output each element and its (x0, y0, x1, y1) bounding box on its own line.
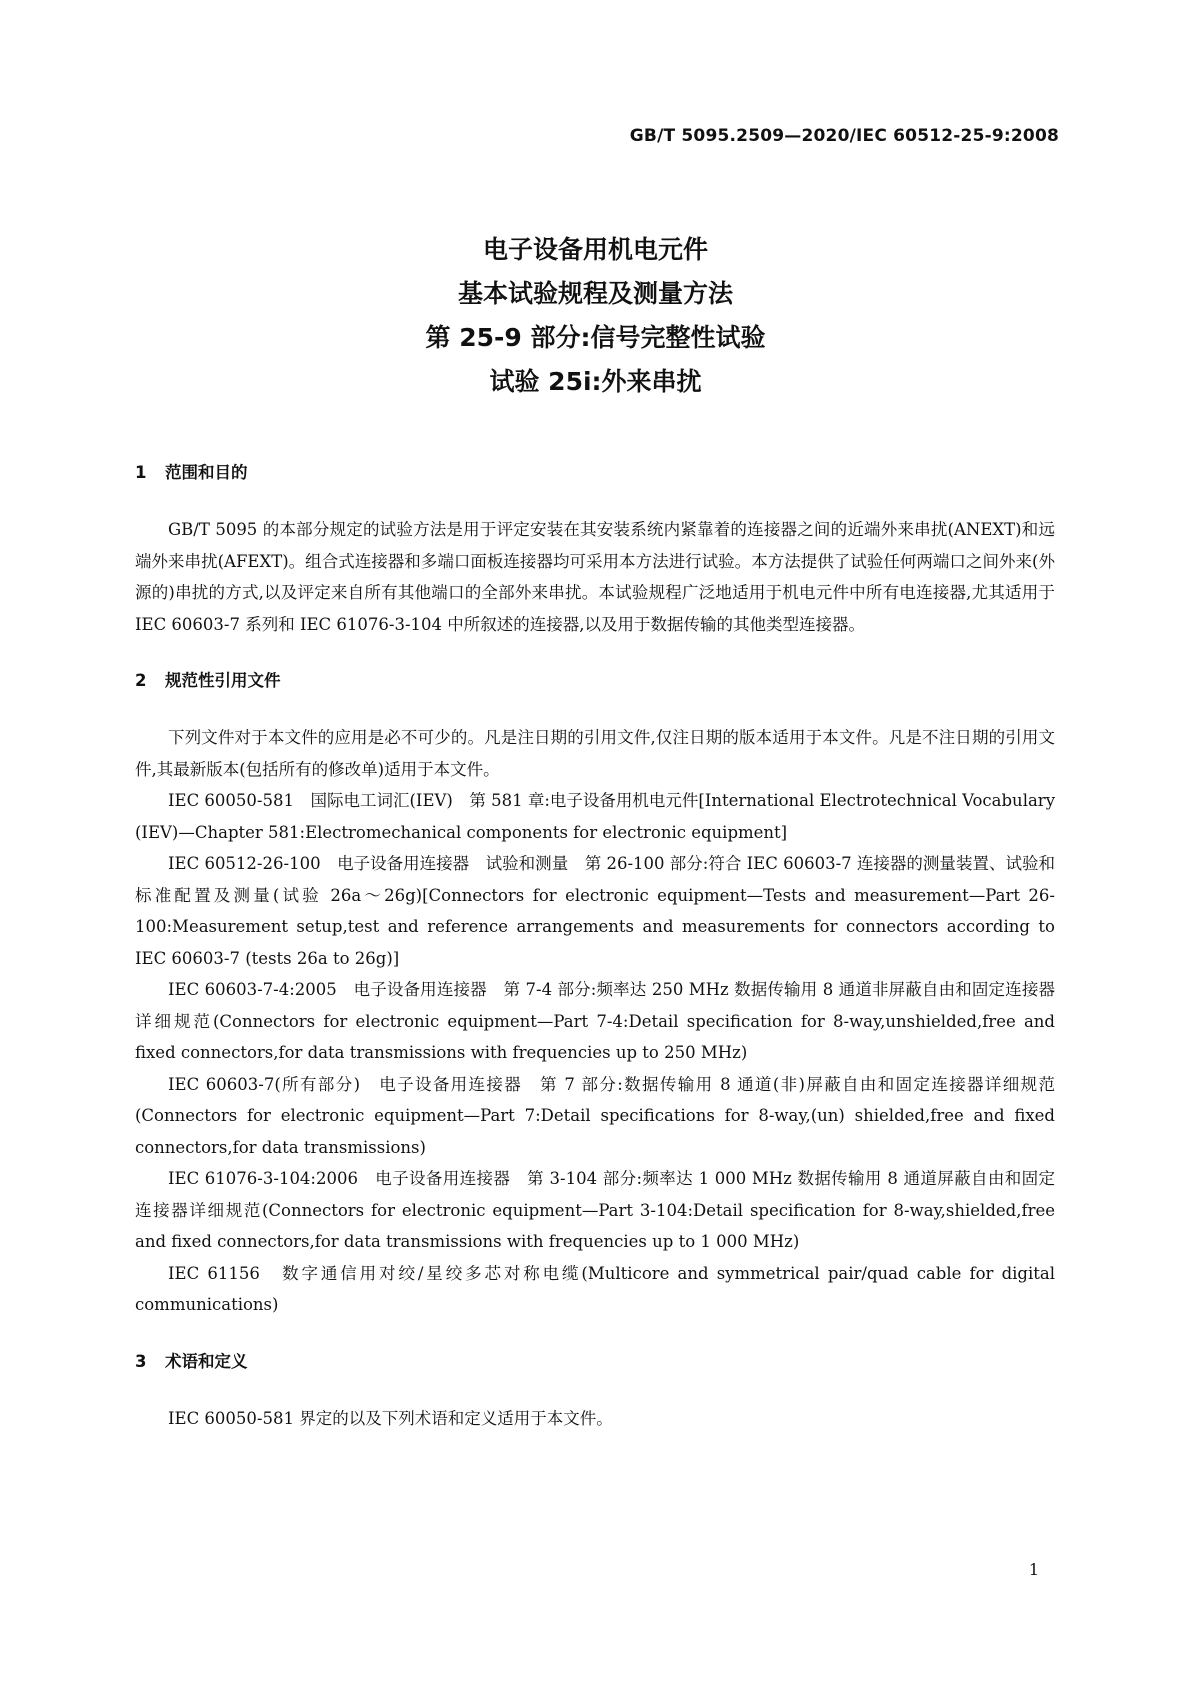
reference-entry: IEC 61076-3-104:2006 电子设备用连接器 第 3-104 部分:频率达 1 000 MHz 数据传输用 8 通道屏蔽自由和固定连接器详细规范(Connectors for electronic equipment—Part 3-104:Detail specification for 8-way,shielded,free and fixed connectors,for data transmissions with frequencies up to 1 000 MHz) (135, 1169, 1055, 1251)
title-line: 试验 25i:外来串扰 (489, 367, 702, 396)
section-heading-scope (135, 458, 1055, 488)
reference-entry: IEC 61156 数字通信用对绞/星绞多芯对称电缆(Multicore and symmetrical pair/quad cable for digital communications) (135, 1263, 1055, 1314)
section-title: 范围和目的 (165, 463, 248, 482)
paragraph: 下列文件对于本文件的应用是必不可少的。凡是注日期的引用文件,仅注日期的版本适用于本文件。凡是不注日期的引用文件,其最新版本(包括所有的修改单)适用于本文件。 (135, 728, 1055, 779)
section-heading-normative-references (135, 666, 1055, 696)
page-number: 1 (1028, 1560, 1039, 1579)
reference-entry: IEC 60603-7-4:2005 电子设备用连接器 第 7-4 部分:频率达 250 MHz 数据传输用 8 通道非屏蔽自由和固定连接器详细规范(Connectors for electronic equipment—Part 7-4:Detail specification for 8-way,unshielded,free and fixed connectors,for data transmissions with frequencies up to 250 MHz) (135, 980, 1055, 1062)
section-title: 规范性引用文件 (165, 671, 281, 690)
paragraph: GB/T 5095 的本部分规定的试验方法是用于评定安装在其安装系统内紧靠着的连接器之间的近端外来串扰(ANEXT)和远端外来串扰(AFEXT)。组合式连接器和多端口面板连接器均可采用本方法进行试验。本方法提供了试验任何两端口之间外来(外源的)串扰的方式,以及评定来自所有其他端口的全部外来串扰。本试验规程广泛地适用于机电元件中所有电连接器,尤其适用于 IEC 60603-7 系列和 IEC 61076-3-104 中所叙述的连接器,以及用于数据传输的其他类型连接器。 (135, 520, 1055, 634)
section-number: 1 (135, 463, 147, 482)
section-number: 2 (135, 671, 147, 690)
section-number: 3 (135, 1351, 147, 1371)
reference-entry: IEC 60603-7(所有部分) 电子设备用连接器 第 7 部分:数据传输用 8 通道(非)屏蔽自由和固定连接器详细规范(Connectors for electronic equipment—Part 7:Detail specifications for 8-way,(un) shielded,free and fixed connectors,for data transmissions) (135, 1074, 1055, 1157)
title-line: 第 25-9 部分:信号完整性试验 (425, 323, 766, 352)
title-line: 基本试验规程及测量方法 (457, 279, 733, 308)
standard-code-header: GB/T 5095.2509—2020/IEC 60512-25-9:2008 (629, 126, 1059, 146)
reference-entry: IEC 60512-26-100 电子设备用连接器 试验和测量 第 26-100 部分:符合 IEC 60603-7 连接器的测量装置、试验和标准配置及测量(试验 26a～26g)[Connectors for electronic equipment—Tests and measurement—Part 26-100:Measurement setup,test and reference arrangements and measurements for connectors according to IEC 60603-7 (tests 26a to 26g)] (135, 854, 1055, 968)
title-line: 电子设备用机电元件 (482, 235, 708, 264)
reference-entry: IEC 60050-581 国际电工词汇(IEV) 第 581 章:电子设备用机电元件[International Electrotechnical Vocabulary (IEV)—Chapter 581:Electromechanical components for electronic equipment] (135, 791, 1056, 842)
paragraph: IEC 60050-581 界定的以及下列术语和定义适用于本文件。 (168, 1408, 613, 1428)
section-heading-terms-definitions (135, 1347, 1055, 1377)
document-body (135, 458, 1055, 1434)
document-title (0, 228, 1191, 404)
section-title: 术语和定义 (165, 1351, 248, 1371)
